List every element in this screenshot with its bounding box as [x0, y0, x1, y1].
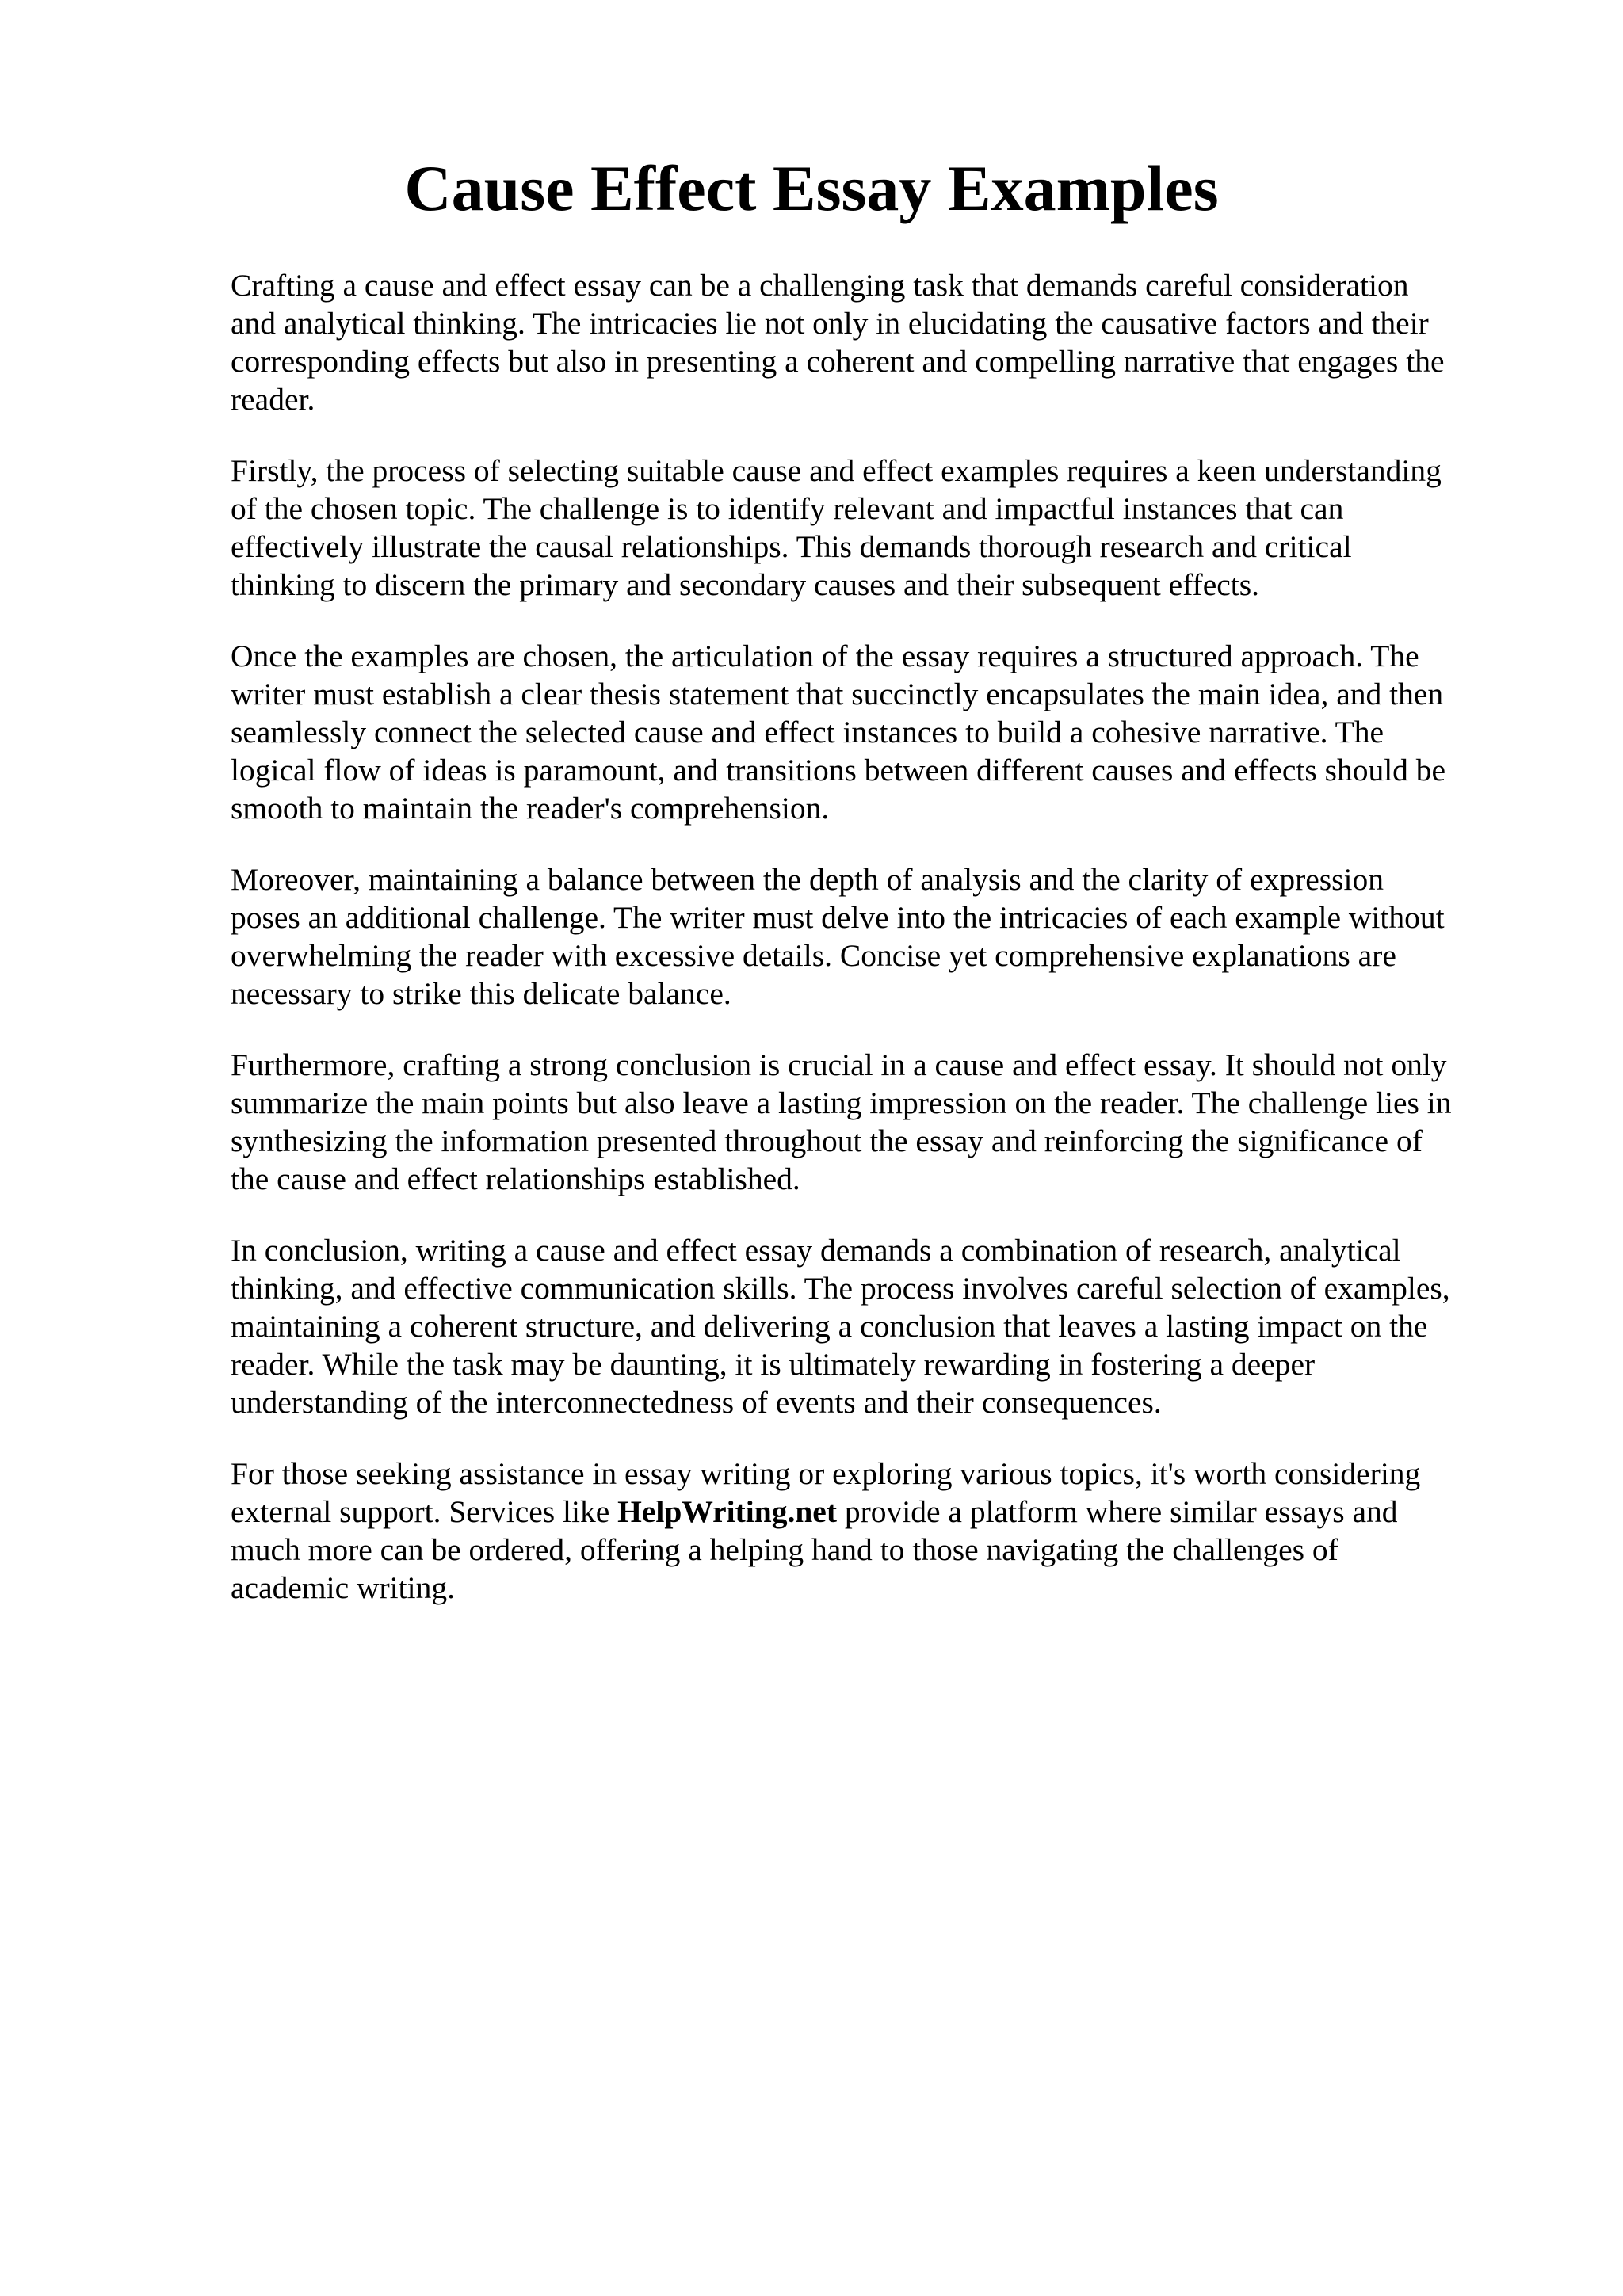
text-line: logical flow of ideas is paramount, and transitions between different causes and effects should be	[231, 753, 1446, 788]
text-line: Crafting a cause and effect essay can be a challenging task that demands careful consideration	[231, 268, 1409, 303]
text-line-with-brand	[231, 1493, 1514, 1531]
text-line: understanding of the interconnectedness of events and their consequences.	[231, 1385, 1162, 1420]
text-line: reader. While the task may be daunting, it is ultimately rewarding in fostering a deeper	[231, 1347, 1316, 1382]
text-line: thinking to discern the primary and secondary causes and their subsequent effects.	[231, 567, 1259, 602]
text-line: writer must establish a clear thesis statement that succinctly encapsulates the main idea, and then	[231, 677, 1444, 711]
text-line: For those seeking assistance in essay writing or exploring various topics, it's worth considering	[231, 1456, 1421, 1491]
brand-name: HelpWriting.net	[617, 1494, 837, 1529]
text-fragment: provide a platform where similar essays and	[837, 1494, 1398, 1529]
text-line: poses an additional challenge. The writer must delve into the intricacies of each example without	[231, 900, 1445, 935]
paragraph-articulation	[231, 637, 1514, 827]
text-line: seamlessly connect the selected cause and effect instances to build a cohesive narrative. The	[231, 715, 1384, 749]
text-line: much more can be ordered, offering a helping hand to those navigating the challenges of	[231, 1532, 1338, 1567]
text-line: corresponding effects but also in presenting a coherent and compelling narrative that engages the	[231, 344, 1445, 379]
paragraph-balance	[231, 860, 1514, 1013]
text-line: Furthermore, crafting a strong conclusion is crucial in a cause and effect essay. It should not only	[231, 1047, 1447, 1082]
text-line: effectively illustrate the causal relationships. This demands thorough research and critical	[231, 529, 1352, 564]
text-line: the cause and effect relationships established.	[231, 1161, 800, 1196]
text-line: reader.	[231, 382, 315, 417]
text-line: Firstly, the process of selecting suitable cause and effect examples requires a keen understanding	[231, 453, 1442, 488]
paragraph-selecting-examples	[231, 452, 1514, 604]
text-line: summarize the main points but also leave a lasting impression on the reader. The challenge lies in	[231, 1085, 1452, 1120]
page-title: Cause Effect Essay Examples	[404, 152, 1219, 224]
text-line: overwhelming the reader with excessive details. Concise yet comprehensive explanations are	[231, 938, 1396, 973]
paragraph-closing	[231, 1455, 1514, 1607]
text-line: Moreover, maintaining a balance between the depth of analysis and the clarity of expression	[231, 862, 1384, 897]
text-line: synthesizing the information presented throughout the essay and reinforcing the significance of	[231, 1123, 1423, 1158]
text-fragment: external support. Services like	[231, 1494, 618, 1529]
text-line: thinking, and effective communication skills. The process involves careful selection of examples,	[231, 1271, 1450, 1306]
essay-body	[231, 266, 1514, 1640]
paragraph-in-conclusion	[231, 1231, 1514, 1421]
text-line: smooth to maintain the reader's comprehension.	[231, 791, 830, 826]
text-line: Once the examples are chosen, the articulation of the essay requires a structured approach. The	[231, 639, 1419, 673]
text-line: of the chosen topic. The challenge is to identify relevant and impactful instances that can	[231, 491, 1344, 526]
text-line: academic writing.	[231, 1570, 455, 1605]
text-line: and analytical thinking. The intricacies lie not only in elucidating the causative factors and their	[231, 306, 1429, 341]
paragraph-conclusion-importance	[231, 1046, 1514, 1198]
text-line: In conclusion, writing a cause and effect essay demands a combination of research, analytical	[231, 1233, 1401, 1268]
text-line: necessary to strike this delicate balance.	[231, 976, 731, 1011]
text-line: maintaining a coherent structure, and delivering a conclusion that leaves a lasting impact on the	[231, 1309, 1428, 1344]
paragraph-intro	[231, 266, 1514, 418]
